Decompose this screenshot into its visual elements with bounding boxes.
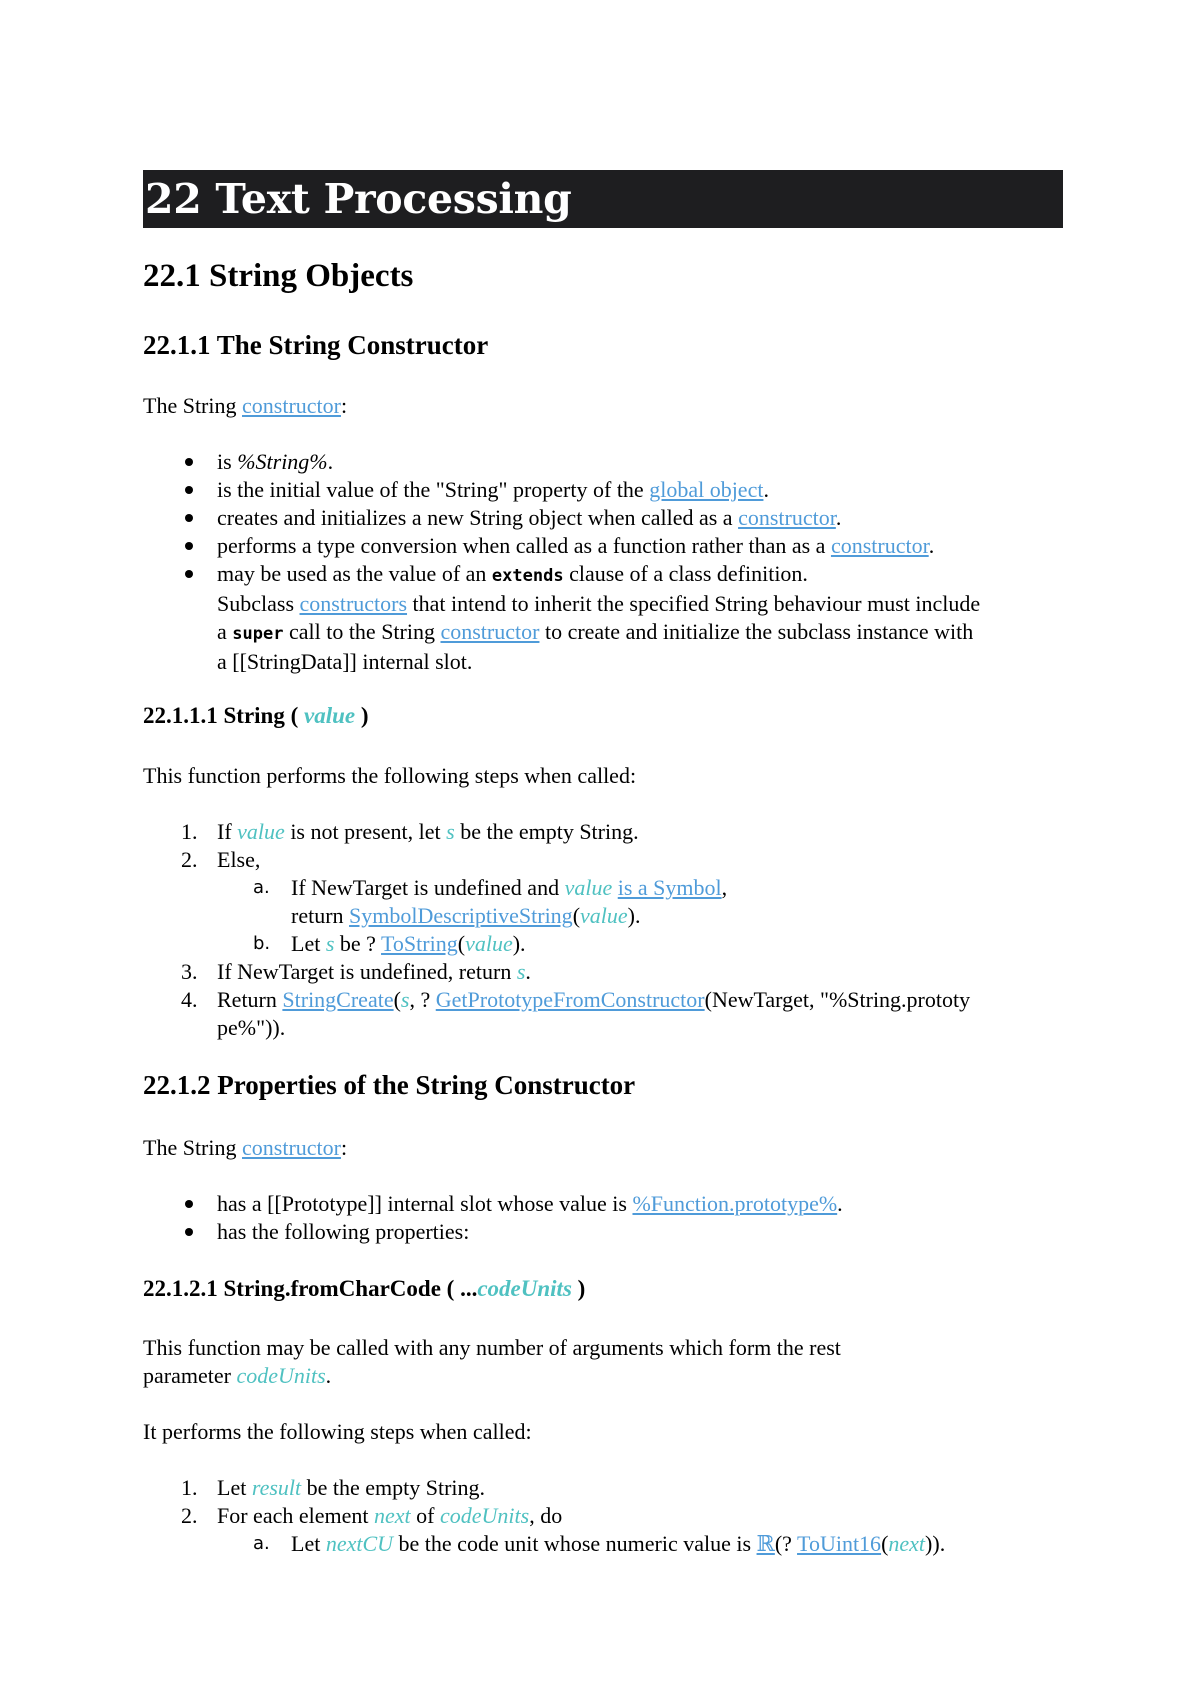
to-string-link[interactable]: ToString	[381, 931, 458, 956]
list-item: 4. Return StringCreate(s, ? GetPrototypeFromConstructor(NewTarget, "%String.prototy	[181, 987, 971, 1012]
constructor-link[interactable]: constructor	[242, 393, 341, 418]
section-heading-22-1-2-1: 22.1.2.1 String.fromCharCode ( ...codeUnits )	[143, 1276, 586, 1301]
list-item: has the following properties:	[143, 1218, 843, 1246]
list-item: 2. For each element next of codeUnits, do	[181, 1503, 563, 1528]
constructor-bullet-list	[143, 448, 980, 676]
list-item-continuation: a super call to the String constructor to create and initialize the subclass instance with	[217, 619, 974, 644]
list-item: 3. If NewTarget is undefined, return s.	[181, 959, 531, 984]
list-item-continuation: Subclass constructors that intend to inherit the specified String behaviour must include	[217, 591, 981, 616]
symbol-descriptive-string-link[interactable]: SymbolDescriptiveString	[349, 903, 573, 928]
constructor-link[interactable]: constructor	[830, 533, 929, 558]
list-item: is %String%.	[143, 448, 980, 476]
from-char-code-steps	[143, 1474, 945, 1558]
bullet-icon	[185, 1200, 193, 1208]
constructor-link[interactable]: constructor	[738, 505, 836, 530]
constructor-link[interactable]: constructor	[440, 619, 540, 644]
list-item: may be used as the value of an extends clause of a class definition.	[143, 560, 980, 590]
list-item: creates and initializes a new String object when called as a constructor.	[143, 504, 980, 532]
constructor-link[interactable]: constructor	[242, 1135, 341, 1160]
list-item-continuation: return SymbolDescriptiveString(value).	[291, 903, 641, 928]
section-heading-22-1-1: 22.1.1 The String Constructor	[143, 330, 489, 360]
from-char-code-steps-intro: It performs the following steps when called:	[143, 1419, 532, 1444]
list-item-continuation: a [[StringData]] internal slot.	[217, 649, 473, 674]
real-number-link[interactable]: ℝ	[756, 1531, 775, 1556]
document-content	[143, 170, 1063, 1556]
from-char-code-description: This function may be called with any number of arguments which form the rest parameter codeUnits.	[143, 1335, 841, 1388]
bullet-icon	[185, 1228, 193, 1236]
chapter-title: 22 Text Processing	[143, 170, 1063, 228]
list-item: 2. Else,	[181, 847, 261, 872]
list-item: performs a type conversion when called as a function rather than as a constructor.	[143, 532, 980, 560]
section-heading-22-1-1-1: 22.1.1.1 String ( value )	[143, 703, 369, 728]
global-object-link[interactable]: global object	[649, 477, 764, 502]
bullet-icon	[185, 458, 193, 466]
constructor-intro: The String constructor:	[143, 393, 348, 418]
list-item: b. Let s be ? ToString(value).	[253, 931, 526, 956]
constructors-link[interactable]: constructors	[299, 591, 408, 616]
get-prototype-from-constructor-link[interactable]: GetPrototypeFromConstructor	[435, 987, 705, 1012]
is-a-symbol-link[interactable]: is a Symbol	[617, 875, 722, 900]
section-heading-22-1: 22.1 String Objects	[143, 258, 414, 294]
list-item: a. If NewTarget is undefined and value is a Symbol,	[253, 875, 728, 900]
list-item: is the initial value of the "String" property of the global object.	[143, 476, 980, 504]
list-item: 1. If value is not present, let s be the empty String.	[181, 819, 639, 844]
list-item: has a [[Prototype]] internal slot whose value is %Function.prototype%.	[143, 1190, 843, 1218]
section-heading-22-1-2: 22.1.2 Properties of the String Constructor	[143, 1070, 636, 1100]
string-function-intro: This function performs the following steps when called:	[143, 763, 637, 788]
string-create-link[interactable]: StringCreate	[282, 987, 394, 1012]
bullet-icon	[185, 486, 193, 494]
list-item: a. Let nextCU be the code unit whose numeric value is ℝ(? ToUint16(next)).	[253, 1531, 946, 1556]
bullet-icon	[185, 514, 193, 522]
to-uint16-link[interactable]: ToUint16	[797, 1531, 882, 1556]
properties-bullet-list	[143, 1190, 843, 1246]
list-item: 1. Let result be the empty String.	[181, 1475, 486, 1500]
string-function-steps	[143, 818, 970, 1042]
list-item-continuation: pe%")).	[217, 1015, 286, 1040]
bullet-icon	[185, 570, 193, 578]
function-prototype-link[interactable]: %Function.prototype%	[632, 1191, 838, 1216]
bullet-icon	[185, 542, 193, 550]
properties-intro: The String constructor:	[143, 1135, 348, 1160]
